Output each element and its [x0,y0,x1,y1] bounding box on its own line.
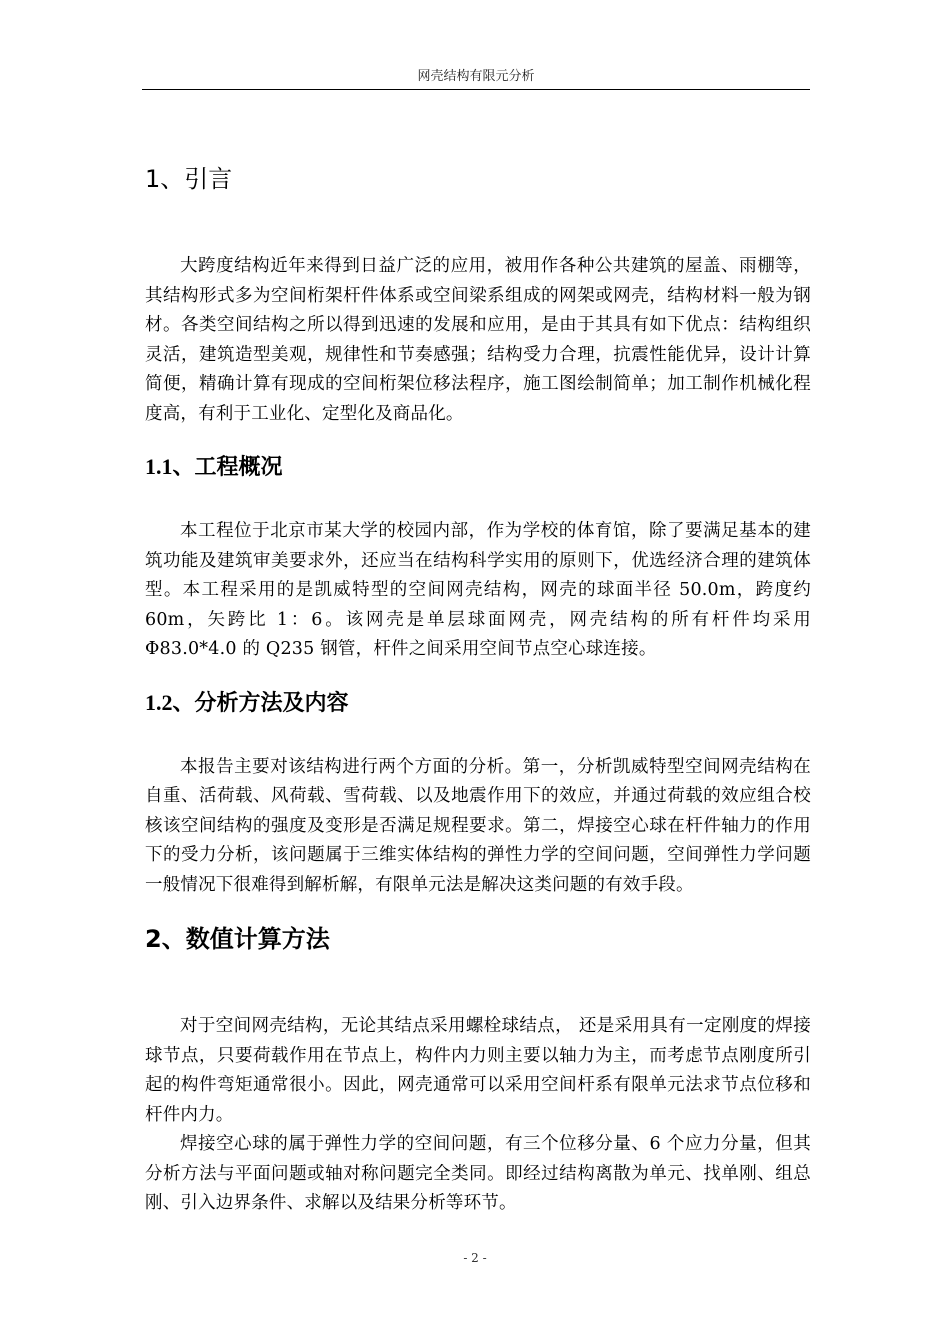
running-header: 网壳结构有限元分析 [417,69,535,84]
paragraph-analysis-method: 本报告主要对该结构进行两个方面的分析。第一，分析凯威特型空间网壳结构在自重、活荷载、风荷载、雪荷载、以及地震作用下的效应，并通过荷载的效应组合校核该空间结构的强度及变形是否满足规程要求。第二，焊接空心球在杆件轴力的作用下的受力分析，该问题属于三维实体结构的弹性力学的空间问题，空间弹性力学问题一般情况下很难得到解析解，有限单元法是解决这类问题的有效手段。 [145,756,811,895]
section-heading-numerical-method: 2、数值计算方法 [145,925,330,953]
subsection-title: 、分析方法及内容 [172,689,349,716]
spacer [145,200,811,252]
paragraph-project-overview: 本工程位于北京市某大学的校园内部，作为学校的体育馆，除了要满足基本的建筑功能及建筑审美要求外，还应当在结构科学实用的原则下，优选经济合理的建筑体型。本工程采用的是凯威特型的空间网壳结构，网壳的球面半径 50.0m，跨度约 60m，矢跨比 1：6。该网壳是单层球面网壳，网壳结构的所有杆件均采用Φ83.0*4.0 的 Q235 钢管，杆件之间采用空间节点空心球连接。 [145,521,811,659]
subsection-title: 、工程概况 [172,454,283,480]
header-rule [142,89,810,90]
document-body [145,158,811,1219]
paragraph-numerical-method-1: 对于空间网壳结构，无论其结点采用螺栓球结点， 还是采用具有一定刚度的焊接球节点，只要荷载作用在节点上，构件内力则主要以轴力为主，而考虑节点刚度所引起的构件弯矩通常很小。因此，网壳通常可以采用空间杆系有限单元法求节点位移和杆件内力。 [145,1016,811,1125]
spacer [145,429,811,447]
spacer [145,900,811,918]
page-number: - 2 - [463,1251,487,1265]
subsection-heading-project-overview [145,447,811,487]
subsection-number: 1.1 [145,454,173,479]
spacer [145,723,811,753]
subsection-heading-analysis-method [145,683,811,723]
spacer [145,487,811,517]
paragraph-introduction: 大跨度结构近年来得到日益广泛的应用，被用作各种公共建筑的屋盖、雨棚等，其结构形式多为空间桁架杆件体系或空间梁系组成的网架或网壳，结构材料一般为钢材。各类空间结构之所以得到迅速的发展和应用，是由于其具有如下优点：结构组织灵活，建筑造型美观，规律性和节奏感强；结构受力合理，抗震性能优异，设计计算简便，精确计算有现成的空间桁架位移法程序，施工图绘制简单；加工制作机械化程度高，有利于工业化、定型化及商品化。 [145,256,811,424]
spacer [145,665,811,683]
spacer [145,960,811,1012]
section-heading-introduction: 1、引言 [145,165,233,193]
paragraph-numerical-method-2: 焊接空心球的属于弹性力学的空间问题，有三个位移分量、6 个应力分量，但其分析方法与平面问题或轴对称问题完全类同。即经过结构离散为单元、找单刚、组总刚、引入边界条件、求解以及结果分析等环节。 [145,1134,811,1213]
subsection-number: 1.2 [145,689,173,715]
